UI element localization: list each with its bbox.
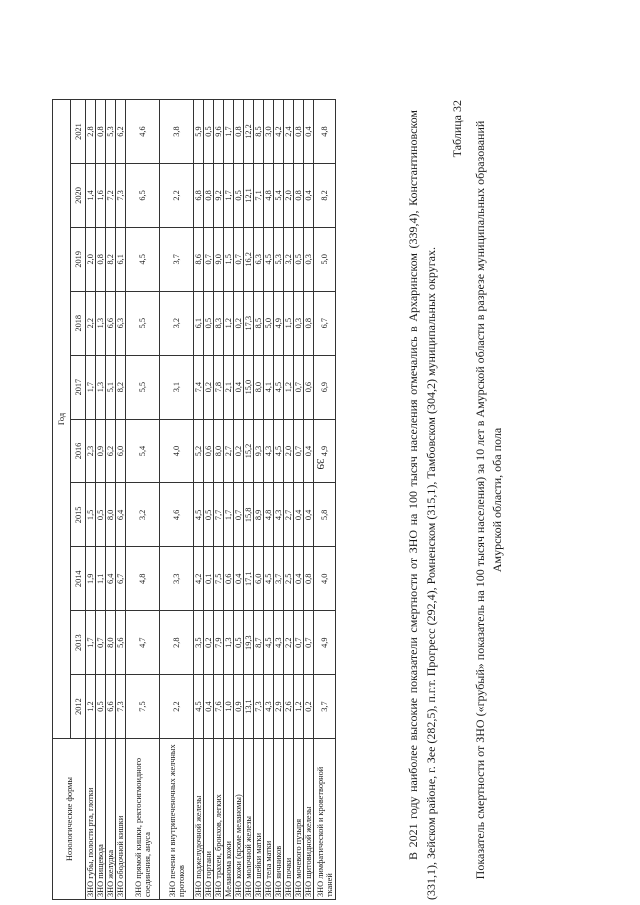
value-cell: 0,9: [96, 419, 106, 483]
table-row: [274, 100, 284, 900]
value-cell: 5,3: [106, 100, 116, 164]
value-cell: 3,5: [194, 611, 204, 675]
value-cell: 3,7: [274, 547, 284, 611]
table-row: [106, 100, 116, 900]
value-cell: 2,5: [284, 547, 294, 611]
value-cell: 7,7: [214, 483, 224, 547]
year-header: 2013: [71, 611, 86, 675]
value-cell: 5,9: [194, 100, 204, 164]
year-header: 2012: [71, 675, 86, 739]
value-cell: 0,7: [204, 227, 214, 291]
value-cell: 3,8: [160, 100, 194, 164]
value-cell: 1,2: [224, 291, 234, 355]
row-name-cell: ЗНО гортани: [204, 739, 214, 900]
row-name-cell: ЗНО мочевого пузыря: [294, 739, 304, 900]
value-cell: 0,5: [96, 483, 106, 547]
value-cell: 5,4: [126, 419, 160, 483]
value-cell: 8,2: [106, 227, 116, 291]
value-cell: 7,4: [194, 355, 204, 419]
value-cell: 3,7: [160, 227, 194, 291]
value-cell: 17,1: [244, 547, 254, 611]
table-row: [160, 100, 194, 900]
value-cell: 0,8: [204, 163, 214, 227]
value-cell: 0,6: [304, 355, 314, 419]
value-cell: 4,2: [274, 100, 284, 164]
value-cell: 1,9: [86, 547, 96, 611]
value-cell: 6,2: [116, 100, 126, 164]
value-cell: 0,8: [304, 291, 314, 355]
value-cell: 1,3: [96, 355, 106, 419]
value-cell: 4,2: [194, 547, 204, 611]
value-cell: 2,0: [284, 419, 294, 483]
value-cell: 5,0: [314, 227, 336, 291]
value-cell: 4,9: [314, 419, 336, 483]
value-cell: 7,5: [126, 675, 160, 739]
value-cell: 0,6: [204, 419, 214, 483]
value-cell: 4,8: [264, 163, 274, 227]
table-row: [194, 100, 204, 900]
value-cell: 4,0: [314, 547, 336, 611]
value-cell: 19,3: [244, 611, 254, 675]
value-cell: 3,3: [160, 547, 194, 611]
value-cell: 8,0: [254, 355, 264, 419]
value-cell: 9,2: [214, 163, 224, 227]
value-cell: 4,6: [126, 100, 160, 164]
value-cell: 3,2: [126, 483, 160, 547]
value-cell: 1,3: [96, 291, 106, 355]
value-cell: 1,5: [86, 483, 96, 547]
value-cell: 6,9: [314, 355, 336, 419]
value-cell: 0,9: [234, 675, 244, 739]
row-name-cell: ЗНО почки: [284, 739, 294, 900]
year-header: 2017: [71, 355, 86, 419]
value-cell: 8,3: [214, 291, 224, 355]
value-cell: 1,5: [224, 227, 234, 291]
value-cell: 6,0: [254, 547, 264, 611]
value-cell: 5,3: [274, 227, 284, 291]
year-header: 2014: [71, 547, 86, 611]
value-cell: 8,9: [254, 483, 264, 547]
paragraph-text: В 2021 году наиболее высокие показатели смертности от ЗНО на 100 тысяч населения отмечались в Архаринском (339,4), Константиновском (331,1), Зейском районе, г. Зее (282,5), п.г.т. Прогресс (292,4), Ромненском (315,1), Тамбовском (304,2) муниципальных округах.: [406, 110, 438, 900]
value-cell: 8,6: [194, 227, 204, 291]
year-header: 2018: [71, 291, 86, 355]
value-cell: 3,2: [284, 227, 294, 291]
value-cell: 2,7: [284, 483, 294, 547]
value-cell: 0,8: [96, 100, 106, 164]
value-cell: 9,6: [214, 100, 224, 164]
row-name-cell: ЗНО молочной железы: [244, 739, 254, 900]
value-cell: 0,3: [304, 227, 314, 291]
value-cell: 15,8: [244, 483, 254, 547]
value-cell: 0,3: [294, 291, 304, 355]
value-cell: 0,5: [204, 483, 214, 547]
value-cell: 0,2: [204, 355, 214, 419]
value-cell: 0,5: [234, 163, 244, 227]
row-name-cell: ЗНО шейки матки: [254, 739, 264, 900]
value-cell: 0,2: [304, 675, 314, 739]
value-cell: 2,2: [160, 675, 194, 739]
value-cell: 0,7: [234, 483, 244, 547]
value-cell: 2,3: [86, 419, 96, 483]
value-cell: 6,0: [116, 419, 126, 483]
value-cell: 17,3: [244, 291, 254, 355]
value-cell: 7,1: [254, 163, 264, 227]
value-cell: 7,8: [214, 355, 224, 419]
value-cell: 0,6: [224, 547, 234, 611]
value-cell: 3,0: [264, 100, 274, 164]
value-cell: 8,7: [254, 611, 264, 675]
value-cell: 1,1: [96, 547, 106, 611]
value-cell: 4,5: [264, 227, 274, 291]
mortality-table: [52, 99, 336, 900]
value-cell: 4,6: [160, 483, 194, 547]
value-cell: 4,5: [194, 675, 204, 739]
value-cell: 9,3: [254, 419, 264, 483]
value-cell: 6,6: [106, 675, 116, 739]
value-cell: 5,0: [264, 291, 274, 355]
value-cell: 5,1: [106, 355, 116, 419]
value-cell: 2,8: [160, 611, 194, 675]
value-cell: 2,1: [224, 355, 234, 419]
value-cell: 2,2: [86, 291, 96, 355]
table-row: [304, 100, 314, 900]
value-cell: 0,7: [294, 355, 304, 419]
value-cell: 7,3: [116, 163, 126, 227]
value-cell: 5,2: [194, 419, 204, 483]
value-cell: 5,5: [126, 291, 160, 355]
table-caption: Показатель смертности от ЗНО («грубый» показатель на 100 тысяч населения) за 10 лет в Амурской области в разрезе муниципальных образований Амурской области, оба пола: [473, 120, 504, 880]
table-label: Таблица 32: [450, 100, 464, 158]
value-cell: 3,2: [160, 291, 194, 355]
table-row: [254, 100, 264, 900]
value-cell: 2,2: [160, 163, 194, 227]
row-name-cell: ЗНО щитовидной железы: [304, 739, 314, 900]
value-cell: 8,2: [116, 355, 126, 419]
value-cell: 4,7: [126, 611, 160, 675]
value-cell: 5,8: [314, 483, 336, 547]
value-cell: 7,3: [116, 675, 126, 739]
value-cell: 15,0: [244, 355, 254, 419]
table-body: [86, 100, 336, 900]
value-cell: 0,8: [294, 163, 304, 227]
value-cell: 4,8: [126, 547, 160, 611]
value-cell: 6,4: [106, 547, 116, 611]
value-cell: 4,5: [274, 355, 284, 419]
header-year-group: Год: [53, 100, 71, 739]
value-cell: 0,4: [304, 163, 314, 227]
value-cell: 8,0: [106, 611, 116, 675]
value-cell: 4,5: [194, 483, 204, 547]
row-name-cell: ЗНО кожи (кроме меланомы): [234, 739, 244, 900]
value-cell: 0,5: [96, 675, 106, 739]
value-cell: 4,5: [274, 419, 284, 483]
value-cell: 12,1: [244, 163, 254, 227]
value-cell: 1,5: [284, 291, 294, 355]
value-cell: 0,4: [304, 100, 314, 164]
value-cell: 7,5: [214, 547, 224, 611]
value-cell: 4,9: [274, 291, 284, 355]
table-row: [116, 100, 126, 900]
row-name-cell: ЗНО лимфатической и кроветворной тканей: [314, 739, 336, 900]
value-cell: 13,1: [244, 675, 254, 739]
value-cell: 1,6: [96, 163, 106, 227]
value-cell: 0,5: [204, 100, 214, 164]
value-cell: 1,7: [224, 163, 234, 227]
value-cell: 8,0: [214, 419, 224, 483]
value-cell: 4,5: [264, 611, 274, 675]
value-cell: 4,5: [264, 547, 274, 611]
row-name-cell: ЗНО тела матки: [264, 739, 274, 900]
value-cell: 3,7: [314, 675, 336, 739]
value-cell: 6,2: [106, 419, 116, 483]
value-cell: 7,3: [254, 675, 264, 739]
value-cell: 0,4: [204, 675, 214, 739]
value-cell: 2,8: [86, 100, 96, 164]
row-name-cell: ЗНО яичников: [274, 739, 284, 900]
value-cell: 0,4: [304, 483, 314, 547]
value-cell: 5,6: [116, 611, 126, 675]
value-cell: 1,7: [224, 483, 234, 547]
value-cell: 6,6: [106, 291, 116, 355]
table-row: [314, 100, 336, 900]
value-cell: 2,0: [284, 163, 294, 227]
year-header: 2021: [71, 100, 86, 164]
value-cell: 0,5: [204, 291, 214, 355]
value-cell: 2,9: [274, 675, 284, 739]
value-cell: 15,2: [244, 419, 254, 483]
row-name-cell: ЗНО желудка: [106, 739, 116, 900]
value-cell: 7,6: [214, 675, 224, 739]
year-header: 2020: [71, 163, 86, 227]
value-cell: 6,3: [254, 227, 264, 291]
value-cell: 0,8: [234, 100, 244, 164]
value-cell: 1,2: [284, 355, 294, 419]
value-cell: 4,0: [160, 419, 194, 483]
value-cell: 1,2: [294, 675, 304, 739]
value-cell: 0,4: [294, 483, 304, 547]
row-name-cell: ЗНО прямой кишки, ректосигмоидного соединения, ануса: [126, 739, 160, 900]
value-cell: 0,5: [294, 227, 304, 291]
value-cell: 0,7: [304, 611, 314, 675]
value-cell: 1,7: [86, 355, 96, 419]
value-cell: 0,2: [204, 611, 214, 675]
value-cell: 6,5: [126, 163, 160, 227]
row-name-cell: ЗНО печени и внутрипеченочных желчных протоков: [160, 739, 194, 900]
table-row: [224, 100, 234, 900]
value-cell: 6,7: [116, 547, 126, 611]
row-name-cell: ЗНО ободочной кишки: [116, 739, 126, 900]
table-row: [96, 100, 106, 900]
table-row: [86, 100, 96, 900]
year-header: 2015: [71, 483, 86, 547]
row-name-cell: ЗНО трахеи, бронхов, легких: [214, 739, 224, 900]
table-row: [244, 100, 254, 900]
value-cell: 0,5: [234, 611, 244, 675]
table-row: [234, 100, 244, 900]
value-cell: 2,0: [86, 227, 96, 291]
value-cell: 0,2: [234, 291, 244, 355]
value-cell: 4,8: [264, 483, 274, 547]
value-cell: 1,7: [86, 611, 96, 675]
value-cell: 8,0: [106, 483, 116, 547]
table-row: [214, 100, 224, 900]
value-cell: 0,8: [304, 547, 314, 611]
value-cell: 8,5: [254, 100, 264, 164]
value-cell: 0,7: [294, 419, 304, 483]
value-cell: 4,5: [126, 227, 160, 291]
value-cell: 8,5: [254, 291, 264, 355]
value-cell: 8,2: [314, 163, 336, 227]
page-number: 39: [314, 458, 326, 470]
value-cell: 4,3: [264, 419, 274, 483]
row-name-cell: ЗНО губы, полости рта, глотки: [86, 739, 96, 900]
table-row: [204, 100, 214, 900]
value-cell: 7,9: [214, 611, 224, 675]
value-cell: 2,2: [284, 611, 294, 675]
value-cell: 6,4: [116, 483, 126, 547]
value-cell: 4,3: [274, 483, 284, 547]
value-cell: 1,3: [224, 611, 234, 675]
value-cell: 4,3: [264, 675, 274, 739]
table-row: [126, 100, 160, 900]
value-cell: 4,9: [314, 611, 336, 675]
row-name-cell: ЗНО поджелудочной железы: [194, 739, 204, 900]
value-cell: 0,4: [234, 547, 244, 611]
value-cell: 0,7: [234, 227, 244, 291]
year-header: 2019: [71, 227, 86, 291]
value-cell: 12,2: [244, 100, 254, 164]
value-cell: 1,4: [86, 163, 96, 227]
value-cell: 1,7: [224, 100, 234, 164]
year-header: 2016: [71, 419, 86, 483]
value-cell: 0,2: [234, 419, 244, 483]
row-name-cell: Меланома кожи: [224, 739, 234, 900]
value-cell: 4,3: [274, 611, 284, 675]
header-nosological-forms: Нозологические формы: [53, 739, 86, 900]
table-row: [284, 100, 294, 900]
value-cell: 0,1: [204, 547, 214, 611]
value-cell: 4,1: [264, 355, 274, 419]
value-cell: 4,8: [314, 100, 336, 164]
value-cell: 2,7: [224, 419, 234, 483]
value-cell: 0,8: [96, 227, 106, 291]
value-cell: 9,0: [214, 227, 224, 291]
value-cell: 6,3: [116, 291, 126, 355]
value-cell: 6,1: [116, 227, 126, 291]
value-cell: 0,8: [294, 100, 304, 164]
value-cell: 16,2: [244, 227, 254, 291]
value-cell: 0,7: [294, 611, 304, 675]
value-cell: 5,5: [126, 355, 160, 419]
value-cell: 3,1: [160, 355, 194, 419]
value-cell: 6,7: [314, 291, 336, 355]
value-cell: 1,0: [224, 675, 234, 739]
table-row: [264, 100, 274, 900]
value-cell: 6,8: [194, 163, 204, 227]
value-cell: 7,2: [106, 163, 116, 227]
value-cell: 5,4: [274, 163, 284, 227]
value-cell: 0,4: [294, 547, 304, 611]
value-cell: 6,1: [194, 291, 204, 355]
rotated-page-content: [52, 100, 552, 900]
value-cell: 0,4: [304, 419, 314, 483]
value-cell: 1,2: [86, 675, 96, 739]
value-cell: 0,4: [234, 355, 244, 419]
row-name-cell: ЗНО пищевода: [96, 739, 106, 900]
value-cell: 2,4: [284, 100, 294, 164]
table-row: [294, 100, 304, 900]
value-cell: 2,6: [284, 675, 294, 739]
value-cell: 0,7: [96, 611, 106, 675]
